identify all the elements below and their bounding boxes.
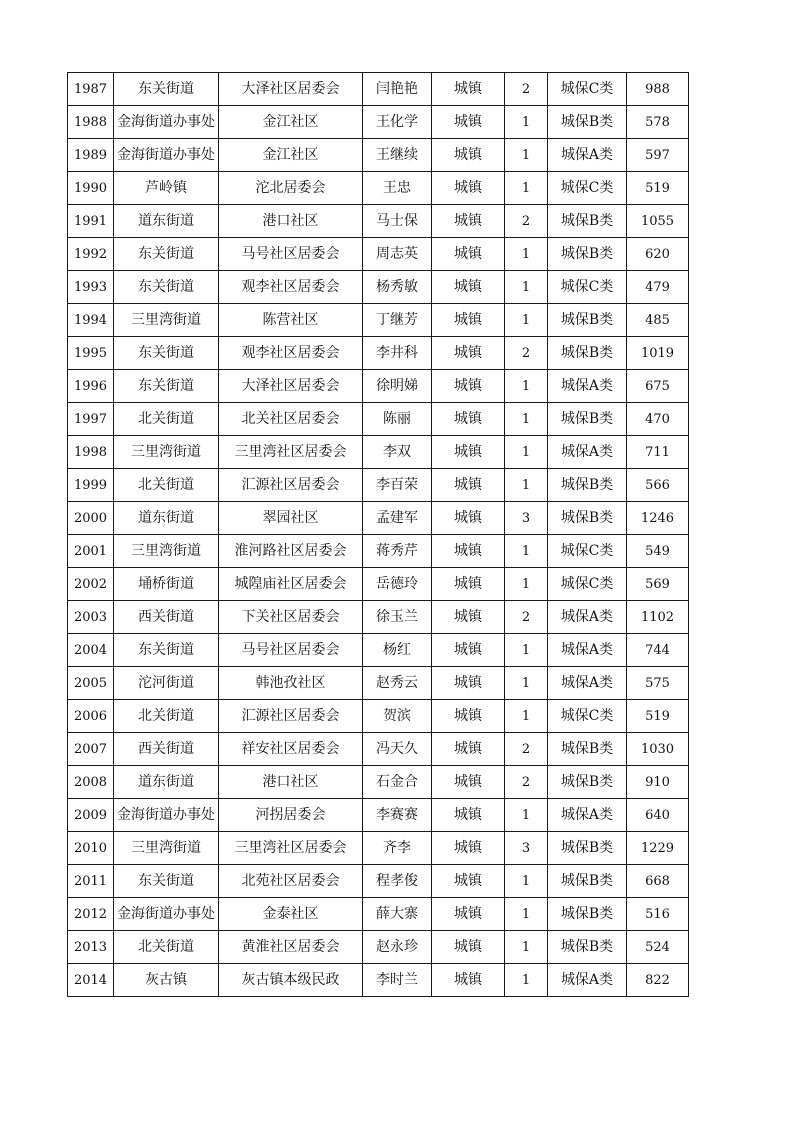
record-id-cell: 2003 [68,601,114,634]
table-row [68,568,689,601]
category-cell: 城保B类 [548,304,627,337]
household-count-cell: 1 [505,370,548,403]
amount-cell: 640 [627,799,689,832]
street-cell: 金海街道办事处 [114,139,219,172]
household-count-cell: 1 [505,898,548,931]
amount-cell: 711 [627,436,689,469]
record-id-cell: 1990 [68,172,114,205]
community-cell: 大泽社区居委会 [219,370,363,403]
name-cell: 冯天久 [363,733,432,766]
street-cell: 三里湾街道 [114,832,219,865]
category-cell: 城保B类 [548,931,627,964]
table-row [68,799,689,832]
name-cell: 王继续 [363,139,432,172]
street-cell: 金海街道办事处 [114,898,219,931]
category-cell: 城保B类 [548,205,627,238]
record-id-cell: 2014 [68,964,114,997]
name-cell: 贺滨 [363,700,432,733]
area-type-cell: 城镇 [432,601,505,634]
household-count-cell: 1 [505,304,548,337]
name-cell: 李双 [363,436,432,469]
household-count-cell: 1 [505,667,548,700]
household-count-cell: 1 [505,106,548,139]
record-id-cell: 2004 [68,634,114,667]
household-count-cell: 1 [505,271,548,304]
street-cell: 道东街道 [114,766,219,799]
name-cell: 赵永珍 [363,931,432,964]
table-row [68,502,689,535]
household-count-cell: 1 [505,931,548,964]
household-count-cell: 3 [505,502,548,535]
record-id-cell: 1991 [68,205,114,238]
table-row [68,304,689,337]
street-cell: 东关街道 [114,337,219,370]
community-cell: 汇源社区居委会 [219,700,363,733]
street-cell: 东关街道 [114,634,219,667]
amount-cell: 549 [627,535,689,568]
table-row [68,370,689,403]
name-cell: 薛大寨 [363,898,432,931]
area-type-cell: 城镇 [432,238,505,271]
record-id-cell: 1994 [68,304,114,337]
community-cell: 金江社区 [219,106,363,139]
name-cell: 闫艳艳 [363,73,432,106]
table-row [68,898,689,931]
area-type-cell: 城镇 [432,304,505,337]
household-count-cell: 1 [505,865,548,898]
category-cell: 城保B类 [548,337,627,370]
name-cell: 王化学 [363,106,432,139]
name-cell: 王忠 [363,172,432,205]
record-id-cell: 2011 [68,865,114,898]
street-cell: 埇桥街道 [114,568,219,601]
name-cell: 孟建军 [363,502,432,535]
name-cell: 李井科 [363,337,432,370]
name-cell: 丁继芳 [363,304,432,337]
household-count-cell: 1 [505,139,548,172]
category-cell: 城保A类 [548,667,627,700]
street-cell: 北关街道 [114,700,219,733]
category-cell: 城保A类 [548,436,627,469]
category-cell: 城保B类 [548,502,627,535]
name-cell: 齐李 [363,832,432,865]
amount-cell: 479 [627,271,689,304]
community-cell: 港口社区 [219,766,363,799]
street-cell: 三里湾街道 [114,436,219,469]
street-cell: 灰古镇 [114,964,219,997]
name-cell: 李时兰 [363,964,432,997]
street-cell: 北关街道 [114,403,219,436]
community-cell: 马号社区居委会 [219,238,363,271]
street-cell: 北关街道 [114,469,219,502]
community-cell: 祥安社区居委会 [219,733,363,766]
area-type-cell: 城镇 [432,502,505,535]
area-type-cell: 城镇 [432,568,505,601]
amount-cell: 519 [627,700,689,733]
community-cell: 北关社区居委会 [219,403,363,436]
table-row [68,700,689,733]
record-id-cell: 1988 [68,106,114,139]
community-cell: 金江社区 [219,139,363,172]
amount-cell: 524 [627,931,689,964]
household-count-cell: 1 [505,964,548,997]
category-cell: 城保B类 [548,733,627,766]
area-type-cell: 城镇 [432,865,505,898]
amount-cell: 569 [627,568,689,601]
amount-cell: 578 [627,106,689,139]
area-type-cell: 城镇 [432,106,505,139]
category-cell: 城保B类 [548,238,627,271]
area-type-cell: 城镇 [432,634,505,667]
community-cell: 韩池孜社区 [219,667,363,700]
street-cell: 西关街道 [114,733,219,766]
table-row [68,931,689,964]
name-cell: 程孝俊 [363,865,432,898]
street-cell: 沱河街道 [114,667,219,700]
name-cell: 徐明娣 [363,370,432,403]
table-row [68,634,689,667]
record-id-cell: 2012 [68,898,114,931]
table-row [68,964,689,997]
area-type-cell: 城镇 [432,799,505,832]
name-cell: 岳德玲 [363,568,432,601]
household-count-cell: 1 [505,535,548,568]
community-cell: 马号社区居委会 [219,634,363,667]
record-id-cell: 2006 [68,700,114,733]
record-id-cell: 2007 [68,733,114,766]
amount-cell: 566 [627,469,689,502]
roster-table [67,72,689,997]
household-count-cell: 2 [505,205,548,238]
community-cell: 三里湾社区居委会 [219,436,363,469]
household-count-cell: 2 [505,766,548,799]
category-cell: 城保C类 [548,172,627,205]
household-count-cell: 2 [505,73,548,106]
amount-cell: 1055 [627,205,689,238]
record-id-cell: 2005 [68,667,114,700]
table-row [68,601,689,634]
category-cell: 城保B类 [548,469,627,502]
name-cell: 杨秀敏 [363,271,432,304]
community-cell: 黄淮社区居委会 [219,931,363,964]
area-type-cell: 城镇 [432,370,505,403]
amount-cell: 668 [627,865,689,898]
street-cell: 三里湾街道 [114,304,219,337]
amount-cell: 470 [627,403,689,436]
name-cell: 杨红 [363,634,432,667]
street-cell: 东关街道 [114,73,219,106]
community-cell: 汇源社区居委会 [219,469,363,502]
category-cell: 城保B类 [548,832,627,865]
household-count-cell: 2 [505,733,548,766]
name-cell: 蒋秀芹 [363,535,432,568]
record-id-cell: 1995 [68,337,114,370]
community-cell: 港口社区 [219,205,363,238]
amount-cell: 675 [627,370,689,403]
area-type-cell: 城镇 [432,337,505,370]
household-count-cell: 1 [505,700,548,733]
street-cell: 西关街道 [114,601,219,634]
community-cell: 陈营社区 [219,304,363,337]
household-count-cell: 1 [505,172,548,205]
table-row [68,337,689,370]
area-type-cell: 城镇 [432,172,505,205]
amount-cell: 516 [627,898,689,931]
household-count-cell: 1 [505,568,548,601]
table-row [68,139,689,172]
table-row [68,832,689,865]
household-count-cell: 2 [505,601,548,634]
street-cell: 北关街道 [114,931,219,964]
amount-cell: 744 [627,634,689,667]
area-type-cell: 城镇 [432,436,505,469]
record-id-cell: 1999 [68,469,114,502]
category-cell: 城保C类 [548,271,627,304]
table-row [68,403,689,436]
category-cell: 城保C类 [548,535,627,568]
area-type-cell: 城镇 [432,832,505,865]
table-row [68,436,689,469]
area-type-cell: 城镇 [432,700,505,733]
roster-body [68,73,689,997]
record-id-cell: 2000 [68,502,114,535]
table-row [68,271,689,304]
category-cell: 城保B类 [548,766,627,799]
table-row [68,469,689,502]
household-count-cell: 1 [505,403,548,436]
amount-cell: 519 [627,172,689,205]
category-cell: 城保C类 [548,73,627,106]
record-id-cell: 1992 [68,238,114,271]
record-id-cell: 1989 [68,139,114,172]
community-cell: 下关社区居委会 [219,601,363,634]
street-cell: 东关街道 [114,271,219,304]
community-cell: 观李社区居委会 [219,337,363,370]
amount-cell: 988 [627,73,689,106]
amount-cell: 620 [627,238,689,271]
category-cell: 城保B类 [548,898,627,931]
area-type-cell: 城镇 [432,139,505,172]
record-id-cell: 1998 [68,436,114,469]
street-cell: 金海街道办事处 [114,106,219,139]
name-cell: 李百荣 [363,469,432,502]
amount-cell: 575 [627,667,689,700]
area-type-cell: 城镇 [432,535,505,568]
amount-cell: 1246 [627,502,689,535]
community-cell: 观李社区居委会 [219,271,363,304]
record-id-cell: 2008 [68,766,114,799]
record-id-cell: 2009 [68,799,114,832]
amount-cell: 485 [627,304,689,337]
household-count-cell: 2 [505,337,548,370]
table-row [68,733,689,766]
name-cell: 徐玉兰 [363,601,432,634]
household-count-cell: 1 [505,469,548,502]
community-cell: 河拐居委会 [219,799,363,832]
category-cell: 城保A类 [548,964,627,997]
community-cell: 三里湾社区居委会 [219,832,363,865]
area-type-cell: 城镇 [432,931,505,964]
community-cell: 金泰社区 [219,898,363,931]
household-count-cell: 1 [505,238,548,271]
name-cell: 李赛赛 [363,799,432,832]
category-cell: 城保A类 [548,601,627,634]
household-count-cell: 3 [505,832,548,865]
category-cell: 城保C类 [548,700,627,733]
amount-cell: 822 [627,964,689,997]
area-type-cell: 城镇 [432,205,505,238]
area-type-cell: 城镇 [432,964,505,997]
record-id-cell: 1997 [68,403,114,436]
table-row [68,106,689,139]
community-cell: 灰古镇本级民政 [219,964,363,997]
category-cell: 城保A类 [548,370,627,403]
record-id-cell: 2013 [68,931,114,964]
record-id-cell: 2010 [68,832,114,865]
household-count-cell: 1 [505,799,548,832]
area-type-cell: 城镇 [432,667,505,700]
table-row [68,766,689,799]
table-row [68,172,689,205]
amount-cell: 1229 [627,832,689,865]
street-cell: 东关街道 [114,370,219,403]
amount-cell: 1019 [627,337,689,370]
record-id-cell: 1993 [68,271,114,304]
community-cell: 淮河路社区居委会 [219,535,363,568]
household-count-cell: 1 [505,436,548,469]
street-cell: 道东街道 [114,205,219,238]
community-cell: 北苑社区居委会 [219,865,363,898]
name-cell: 陈丽 [363,403,432,436]
amount-cell: 597 [627,139,689,172]
record-id-cell: 1996 [68,370,114,403]
category-cell: 城保B类 [548,106,627,139]
record-id-cell: 2001 [68,535,114,568]
name-cell: 赵秀云 [363,667,432,700]
category-cell: 城保B类 [548,403,627,436]
street-cell: 三里湾街道 [114,535,219,568]
table-row [68,667,689,700]
street-cell: 金海街道办事处 [114,799,219,832]
amount-cell: 910 [627,766,689,799]
record-id-cell: 1987 [68,73,114,106]
amount-cell: 1030 [627,733,689,766]
community-cell: 沱北居委会 [219,172,363,205]
category-cell: 城保B类 [548,865,627,898]
street-cell: 东关街道 [114,238,219,271]
category-cell: 城保A类 [548,799,627,832]
category-cell: 城保A类 [548,139,627,172]
category-cell: 城保C类 [548,568,627,601]
name-cell: 周志英 [363,238,432,271]
community-cell: 翠园社区 [219,502,363,535]
table-row [68,205,689,238]
category-cell: 城保A类 [548,634,627,667]
community-cell: 城隍庙社区居委会 [219,568,363,601]
area-type-cell: 城镇 [432,469,505,502]
area-type-cell: 城镇 [432,403,505,436]
area-type-cell: 城镇 [432,73,505,106]
street-cell: 东关街道 [114,865,219,898]
household-count-cell: 1 [505,634,548,667]
street-cell: 道东街道 [114,502,219,535]
name-cell: 马士保 [363,205,432,238]
area-type-cell: 城镇 [432,733,505,766]
amount-cell: 1102 [627,601,689,634]
street-cell: 芦岭镇 [114,172,219,205]
area-type-cell: 城镇 [432,766,505,799]
table-row [68,865,689,898]
area-type-cell: 城镇 [432,271,505,304]
record-id-cell: 2002 [68,568,114,601]
table-row [68,73,689,106]
community-cell: 大泽社区居委会 [219,73,363,106]
name-cell: 石金合 [363,766,432,799]
table-row [68,238,689,271]
area-type-cell: 城镇 [432,898,505,931]
table-row [68,535,689,568]
